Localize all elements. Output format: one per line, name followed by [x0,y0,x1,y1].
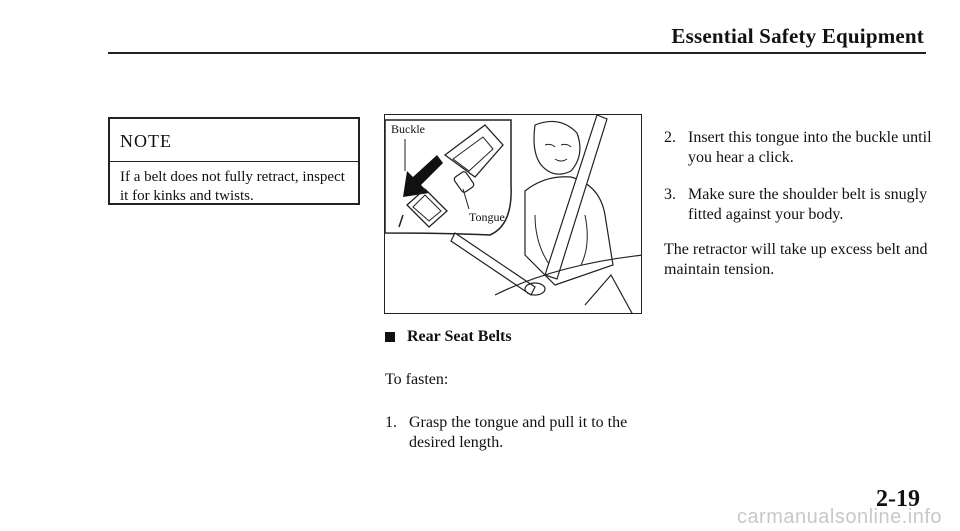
tongue-label: Tongue [469,210,505,224]
seat-belt-drawing [385,115,642,314]
note-box [108,117,360,205]
step-item [664,128,934,168]
step-number: 2. [664,129,676,146]
note-text: If a belt does not fully retract, inspect it for kinks and twists. [120,169,345,204]
step-number: 1. [385,414,397,431]
section-heading [385,328,512,346]
square-bullet-icon [385,332,395,342]
page-header-title: Essential Safety Equipment [671,24,924,48]
buckle-label: Buckle [391,122,425,136]
note-title: NOTE [110,119,358,162]
seat-belt-illustration [384,114,642,314]
watermark: carmanualsonline.info [736,506,942,528]
retractor-paragraph: The retractor will take up excess belt and maintain tension. [664,241,928,278]
page-number: 2-19 [876,486,920,512]
step-text: Grasp the tongue and pull it to the desired length. [409,414,628,451]
step-item [385,413,655,453]
step-item [664,185,934,225]
step-number: 3. [664,186,676,203]
fasten-intro: To fasten: [385,371,449,388]
step-text: Make sure the shoulder belt is snugly fitted against your body. [688,186,928,223]
header-rule [108,52,926,54]
step-text: Insert this tongue into the buckle until you hear a click. [688,129,932,166]
section-heading-text: Rear Seat Belts [407,328,512,345]
